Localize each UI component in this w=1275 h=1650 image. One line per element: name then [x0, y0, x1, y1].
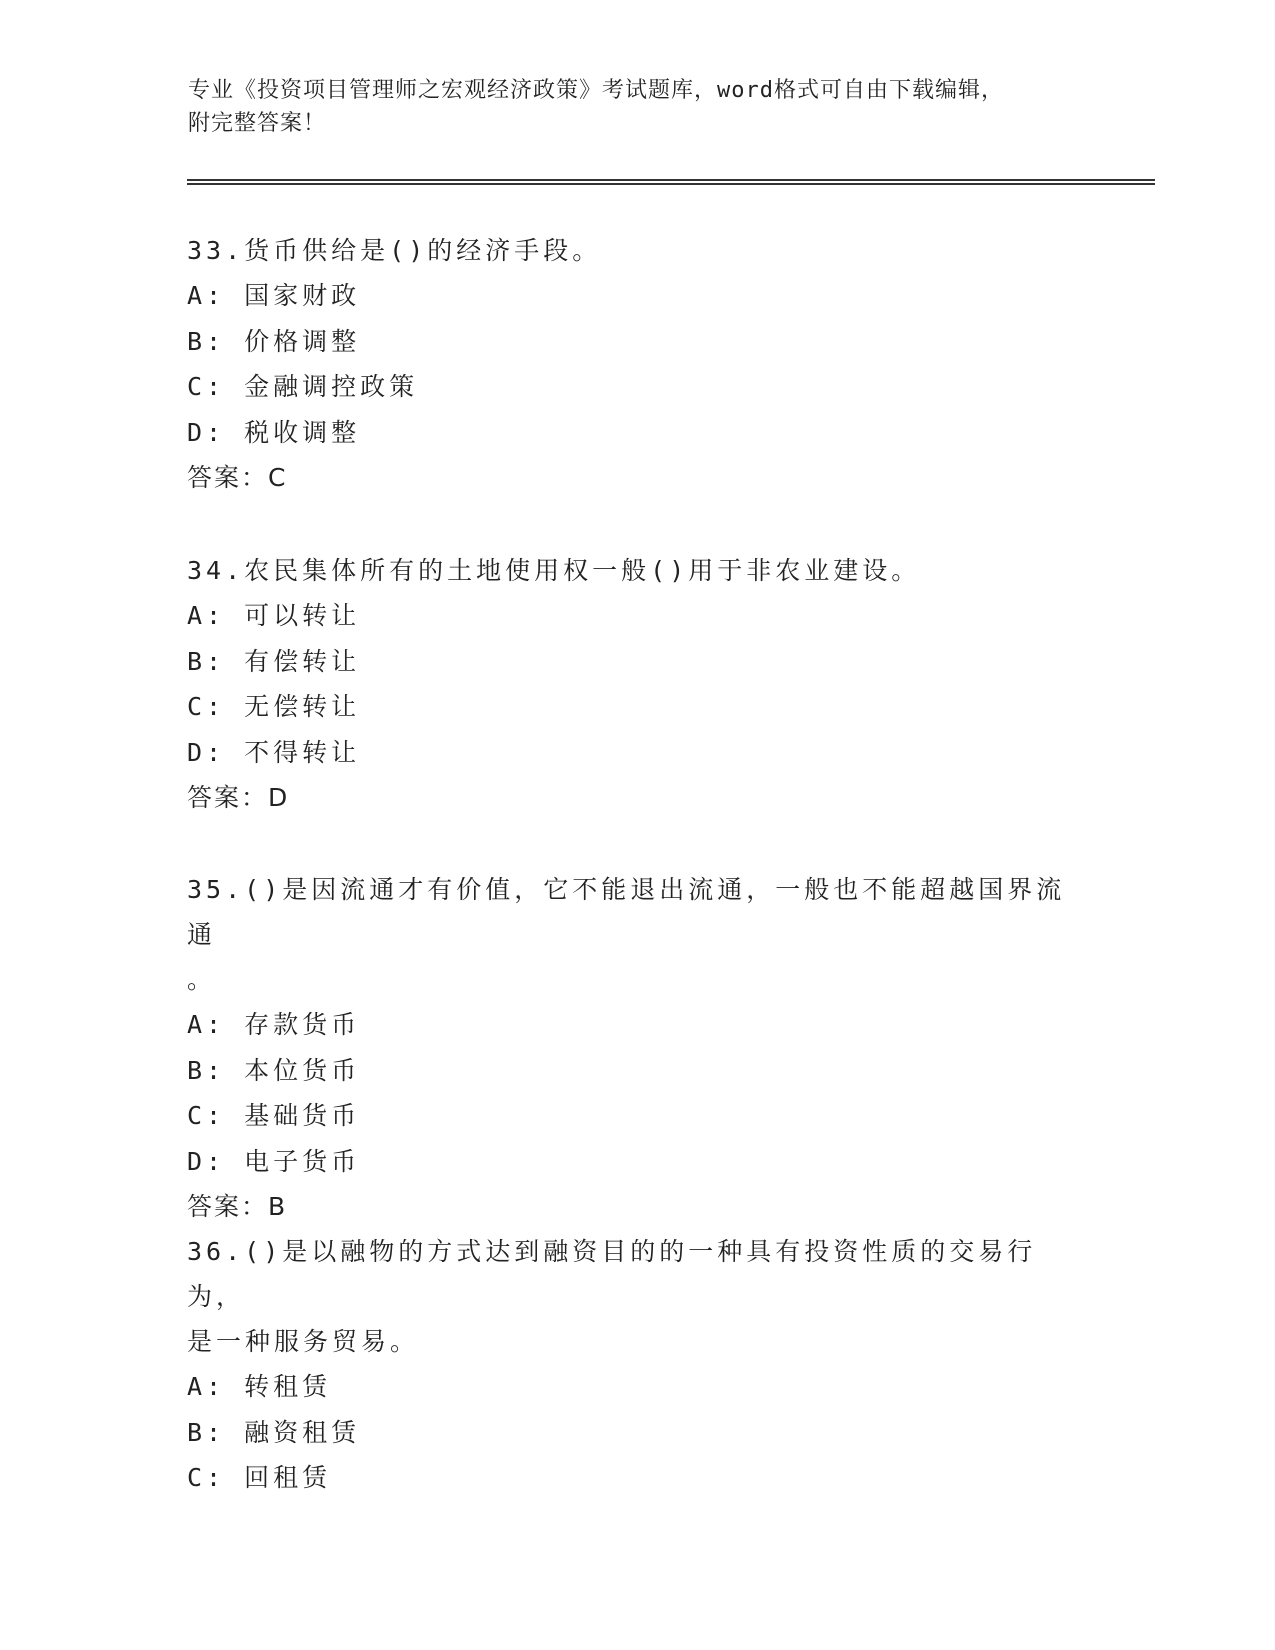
- question-33: [187, 228, 1087, 501]
- option-c: C: 金融调控政策: [187, 372, 419, 401]
- option-d: D: 电子货币: [187, 1146, 361, 1176]
- question-stem-continued: 。: [187, 965, 217, 994]
- option-a: A: 国家财政: [187, 281, 361, 310]
- question-35: [187, 867, 1087, 1230]
- answer: 答案：B: [187, 1192, 288, 1221]
- option-a: A: 可以转让: [187, 601, 361, 630]
- question-36: [187, 1229, 1087, 1501]
- question-stem-continued: 是一种服务贸易。: [187, 1327, 420, 1356]
- option-c: C: 基础货币: [187, 1101, 361, 1130]
- header-divider: [187, 179, 1155, 185]
- header-line-1: 专业《投资项目管理师之宏观经济政策》考试题库，word格式可自由下载编辑，: [188, 78, 1004, 103]
- option-b: B: 有偿转让: [187, 646, 361, 676]
- option-a: A: 存款货币: [187, 1010, 361, 1039]
- option-b: B: 价格调整: [187, 326, 361, 356]
- question-stem: 34.农民集体所有的土地使用权一般()用于非农业建设。: [187, 556, 921, 585]
- option-d: D: 不得转让: [187, 737, 361, 767]
- option-c: C: 无偿转让: [187, 692, 361, 721]
- header-line-2: 附完整答案！: [188, 111, 327, 136]
- answer: 答案：C: [187, 463, 288, 492]
- answer: 答案：D: [187, 783, 290, 812]
- question-stem: 33.货币供给是()的经济手段。: [187, 236, 602, 265]
- option-c: C: 回租赁: [187, 1463, 332, 1492]
- question-34: [187, 548, 1087, 821]
- option-b: B: 融资租赁: [187, 1417, 361, 1447]
- option-d: D: 税收调整: [187, 417, 361, 447]
- page-header: [188, 74, 1108, 140]
- option-b: B: 本位货币: [187, 1055, 361, 1085]
- option-a: A: 转租赁: [187, 1372, 332, 1401]
- question-stem: 36.()是以融物的方式达到融资目的的一种具有投资性质的交易行为，: [187, 1237, 1037, 1311]
- question-stem: 35.()是因流通才有价值，它不能退出流通，一般也不能超越国界流通: [187, 875, 1066, 949]
